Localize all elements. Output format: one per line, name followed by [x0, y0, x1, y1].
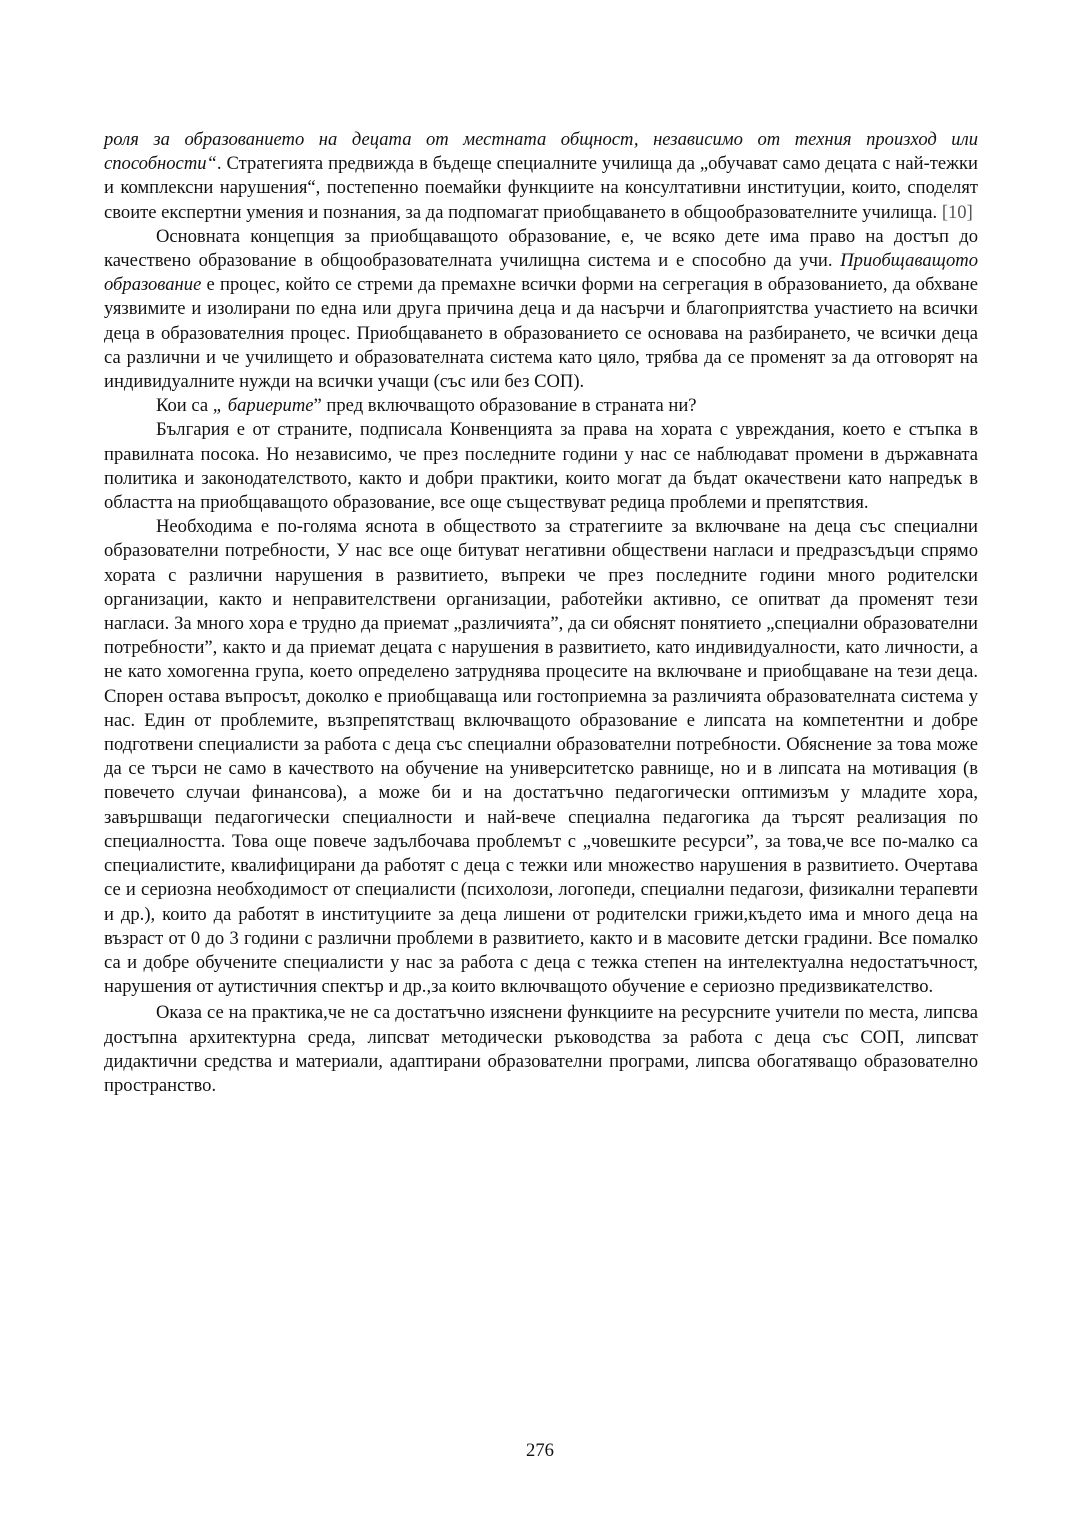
paragraph-3-question — [104, 394, 978, 418]
paragraph-3-text-before: Кои са — [156, 395, 213, 417]
paragraph-2-text-after: е процес, който се стреми да премахне всички форми на сегрегация в образованието, да обхване уязвимите и изолирани по една или друга причина деца и да насърчи и благоприятства участието на всички деца в образователния процес. Приобщаването в образованието се основава на разбирането, че всички деца са различни и че училището и образователната система като цяло, трябва да се променят за да отговорят на индивидуалните нужди на всички учащи (със или без СОП). — [104, 274, 978, 393]
paragraph-1-text: . Стратегията предвижда в бъдеще специалните училища да „обучават само децата с най-тежки и комплексни нарушения“, постепенно поемайки функциите на консултативни институции, които, споделят своите експертни умения и познания, за да подпомагат приобщаването в общообразователните училища. — [104, 153, 978, 223]
italic-term-inclusive-education: Приобщаващото образование — [104, 250, 978, 296]
paragraph-4: България е от страните, подписала Конвенцията за права на хората с увреждания, което е стъпка в правилната посока. Но независимо, че през последните години у нас се наблюдават промени в държавната политика и законодателството, както и добри практики, които могат да бъдат окачествени като напредък в областта на приобщаващото образование, все още съществуват редица проблеми и препятствия. — [104, 419, 978, 514]
paragraph-2-text-before: Основната концепция за приобщаващото образование, е, че всяко дете има право на достъп до качествено образование в общообразователната училищна система и е способно да учи. — [104, 225, 978, 272]
paragraph-1 — [104, 128, 978, 225]
paragraph-2 — [104, 225, 978, 394]
italic-quote: роля за образованието на децата от местната общност, независимо от техния произход или способности“ — [104, 129, 978, 175]
page-number: 276 — [526, 1440, 554, 1461]
paragraph-5: Необходима е по-голяма яснота в обществото за стратегиите за включване на деца със специални образователни потребности, У нас все още битуват негативни обществени нагласи и предразсъдъци спрямо хората с различни нарушения в развитието, въпреки че през последните години много родителски организации, както и неправителствени организации, работейки активно, се опитват да променят тези нагласи. За много хора е трудно да приемат „различията”, да си обяснят понятието „специални образователни потребности”, както и да приемат децата с нарушения в развитието, като индивидуалности, като личности, а не като хомогенна група, което определено затруднява процесите на включване и приобщаване на тези деца. Спорен остава въпросът, доколко е приобщаваща или гостоприемна за различията образователната система у нас. Един от проблемите, възпрепятстващ включващото образование е липсата на компетентни и добре подготвени специалисти за работа с деца със специални образователни потребности. Обяснение за това може да се търси не само в качеството на обучение на университетско равнище, но и в липсата на мотивация (в повечето случаи финансова), а може би и на достатъчно педагогически оптимизъм у младите хора, завършващи педагогически специалности и най-вече специална педагогика да търсят реализация по специалността. Това още повече задълбочава проблемът с „човешките ресурси”, за това,че все по-малко са специалистите, квалифицирани да работят с деца с тежки или множество нарушения в развитието. Очертава се и сериозна необходимост от специалисти (психолози, логопеди, специални педагози, физикални терапевти и др.), които да работят в институциите за деца лишени от родителски грижи,където има и много деца на възраст от 0 до 3 години с различни проблеми в развитието, както и в масовите детски градини. Все помалко са и добре обучените специалисти у нас за работа с деца с тежка степен на интелектуална недостатъчност, нарушения от аутистичния спектър и др.,за които включващото обучение е сериозно предизвикателство. — [104, 516, 978, 998]
paragraph-3-text-after: ” пред включващото образование в страната ни? — [313, 395, 697, 417]
citation-reference: [10] — [941, 201, 973, 223]
paragraph-6: Оказа се на практика,че не са достатъчно изяснени функциите на ресурсните учители по места, липсва достъпна архитектурна среда, липсват методически ръководства за работа с деца със СОП, липсват дидактични средства и материали, адаптирани образователни програми, липсва обогатяващо образователно пространство. — [104, 1002, 978, 1096]
body-text — [104, 128, 978, 1098]
italic-term-barriers: „ бариерите — [212, 395, 314, 417]
